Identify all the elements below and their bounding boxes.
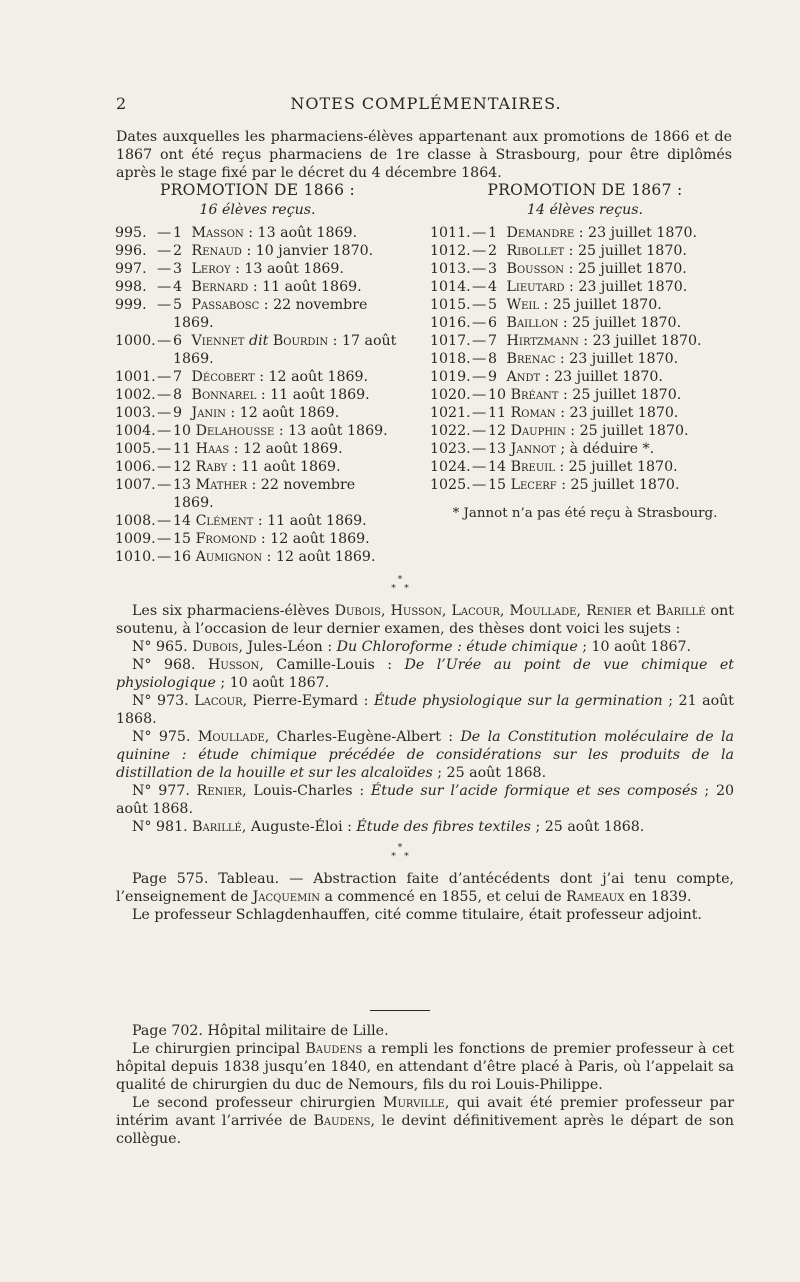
list-item	[115, 476, 400, 512]
register-number: 1010.	[115, 549, 156, 565]
entry-text	[173, 440, 400, 458]
entry-text	[173, 260, 400, 278]
list-item	[115, 368, 400, 386]
entry-text	[173, 512, 400, 530]
list-item	[430, 260, 740, 278]
rank: 5	[173, 297, 183, 313]
reception-date: : 17 août 1869.	[173, 333, 397, 367]
reception-date: : 23 juillet 1870.	[583, 333, 702, 349]
dash-separator: —	[157, 225, 172, 241]
dash-separator: —	[472, 477, 487, 493]
promotion-1867	[430, 180, 740, 521]
reception-date: : 25 juillet 1870.	[568, 243, 687, 259]
entry-text	[173, 530, 400, 548]
thesis-title: Étude sur l’acide formique et ses composés	[370, 783, 698, 799]
rank: 6	[173, 333, 183, 349]
thesis-given-names: , Charles-Eugène-Albert :	[264, 729, 461, 745]
student-name: Breuil	[510, 459, 555, 475]
entry-text	[173, 386, 400, 404]
student-name: Aumignon	[195, 549, 263, 565]
register-number: 1012.	[430, 243, 471, 259]
rank: 13	[488, 441, 507, 457]
rank: 8	[173, 387, 183, 403]
asterism-ornament-2	[380, 844, 420, 862]
entry-text	[488, 278, 740, 296]
register-number: 1002.	[115, 387, 156, 403]
reception-date: : 12 août 1869.	[260, 531, 370, 547]
dit-word: dit	[249, 333, 269, 349]
list-item	[430, 296, 740, 314]
dash-separator: —	[472, 351, 487, 367]
student-name: Jannot	[510, 441, 556, 457]
register-number: 1006.	[115, 459, 156, 475]
reception-date: : 11 août 1869.	[231, 459, 341, 475]
rank: 6	[488, 315, 498, 331]
student-name: Leroy	[191, 261, 231, 277]
section-divider	[370, 1010, 430, 1011]
dash-separator: —	[157, 297, 172, 313]
thesis-date: ; 25 août 1868.	[530, 819, 645, 835]
reception-date: : 25 juillet 1870.	[559, 459, 678, 475]
dash-separator: —	[472, 243, 487, 259]
student-name: Hirtzmann	[506, 333, 579, 349]
note-page-702	[116, 1022, 734, 1148]
rank: 11	[173, 441, 192, 457]
thesis-date: ; 10 août 1867.	[215, 675, 330, 691]
rank: 5	[488, 297, 498, 313]
student-alias: Bourdin	[272, 333, 329, 349]
rank: 4	[173, 279, 183, 295]
register-number: 1025.	[430, 477, 471, 493]
thesis-given-names: , Auguste-Éloi :	[241, 819, 357, 835]
reception-date: : 23 juillet 1870.	[578, 225, 697, 241]
student-name: Dauphin	[510, 423, 566, 439]
entry-text	[173, 458, 400, 476]
register-number: 1022.	[430, 423, 471, 439]
dash-separator: —	[472, 405, 487, 421]
list-item	[115, 332, 400, 368]
register-number: 1009.	[115, 531, 156, 547]
student-name: Roman	[510, 405, 556, 421]
list-item	[430, 386, 740, 404]
dash-separator: —	[157, 333, 172, 349]
student-name: Bernard	[191, 279, 249, 295]
rank: 9	[173, 405, 183, 421]
entry-text	[488, 422, 740, 440]
rank: 1	[173, 225, 183, 241]
asterism-star: *	[397, 843, 403, 853]
reception-date: : 25 juillet 1870.	[568, 261, 687, 277]
promotion-1867-list	[430, 224, 740, 494]
list-item	[115, 224, 400, 242]
rank: 8	[488, 351, 498, 367]
thesis-number: N° 975.	[132, 729, 198, 745]
entry-text	[488, 296, 740, 314]
reception-date: : 23 juillet 1870.	[560, 405, 679, 421]
rank: 12	[173, 459, 192, 475]
dash-separator: —	[157, 549, 172, 565]
list-item	[115, 386, 400, 404]
list-item	[430, 242, 740, 260]
reception-date: : 11 août 1869.	[252, 279, 362, 295]
entry-text	[488, 242, 740, 260]
student-name: Décobert	[191, 369, 255, 385]
page-title: NOTES COMPLÉMENTAIRES.	[290, 94, 562, 113]
list-item	[115, 548, 400, 566]
dash-separator: —	[157, 423, 172, 439]
thesis-title: De la Constitution moléculaire de la quinine : étude chimique précédée de considérations sur les produits de la distillation de la houille et sur les alcaloïdes	[116, 729, 734, 781]
thesis-entry	[116, 728, 734, 782]
thesis-number: N° 965.	[132, 639, 193, 655]
thesis-title: Étude physiologique sur la germination	[373, 693, 663, 709]
note-702-paragraph-2: Le chirurgien principal Baudens a rempli les fonctions de premier professeur à cet hôpital depuis 1838 jusqu’en 1840, en attendant d’être placé à Paris, où l’appelait sa qualité de chirurgien du duc de Nemours, fils du roi Louis-Philippe.	[116, 1041, 734, 1093]
register-number: 1018.	[430, 351, 471, 367]
note-575-paragraph-1: Page 575. Tableau. — Abstraction faite d’antécédents dont j’ai tenu compte, l’enseignement de Jacquemin a commencé en 1855, et celui de Rameaux en 1839.	[116, 871, 734, 905]
entry-text	[173, 242, 400, 260]
register-number: 1014.	[430, 279, 471, 295]
rank: 3	[488, 261, 498, 277]
thesis-author: Moullade	[197, 729, 265, 745]
register-number: 1001.	[115, 369, 156, 385]
register-number: 1005.	[115, 441, 156, 457]
list-item	[115, 278, 400, 296]
promotion-1866-title: PROMOTION DE 1866 :	[159, 181, 355, 199]
rank: 4	[488, 279, 498, 295]
list-item	[430, 458, 740, 476]
reception-date: : 25 juillet 1870.	[570, 423, 689, 439]
student-name: Bonnarel	[191, 387, 257, 403]
register-number: 999.	[115, 297, 147, 313]
student-name: Viennet	[191, 333, 245, 349]
rank: 2	[173, 243, 183, 259]
note-702-paragraph-3: Le second professeur chirurgien Murville, qui avait été premier professeur par intérim avant l’arrivée de Baudens, le devint définitivement après le départ de son collègue.	[116, 1095, 735, 1147]
reception-date: : 12 août 1869.	[230, 405, 340, 421]
entry-text	[488, 350, 740, 368]
thesis-date: ; 20 août 1868.	[116, 783, 734, 817]
list-item	[430, 368, 740, 386]
intro-paragraph: Dates auxquelles les pharmaciens-élèves appartenant aux promotions de 1866 et de 1867 ont été reçus pharmaciens de 1re classe à Strasbourg, pour être diplômés après le stage fixé par le décret du 4 décembre 1864.	[116, 129, 732, 181]
thesis-entry	[116, 818, 734, 836]
running-header	[116, 94, 736, 118]
dash-separator: —	[472, 225, 487, 241]
rank: 10	[488, 387, 507, 403]
entry-text	[488, 458, 740, 476]
student-name: Weil	[506, 297, 539, 313]
theses-intro: Les six pharmaciens-élèves Dubois, Husson, Lacour, Moullade, Renier et Barillé ont soutenu, à l’occasion de leur dernier examen, des thèses dont voici les sujets :	[116, 603, 734, 637]
student-name: Bréant	[510, 387, 559, 403]
list-item	[430, 476, 740, 494]
entry-text	[173, 224, 400, 242]
reception-date: : 13 août 1869.	[278, 423, 388, 439]
student-name: Brenac	[506, 351, 556, 367]
register-number: 1023.	[430, 441, 471, 457]
register-number: 1021.	[430, 405, 471, 421]
student-name: Mather	[195, 477, 247, 493]
dash-separator: —	[472, 369, 487, 385]
list-item	[430, 224, 740, 242]
reception-date: : 10 janvier 1870.	[246, 243, 374, 259]
dash-separator: —	[472, 423, 487, 439]
entry-text	[173, 296, 400, 332]
dash-separator: —	[157, 369, 172, 385]
student-name: Delahousse	[195, 423, 275, 439]
reception-date: : 23 juillet 1870.	[559, 351, 679, 367]
entry-text	[173, 548, 400, 566]
reception-date: : 12 août 1869.	[233, 441, 343, 457]
rank: 15	[173, 531, 192, 547]
thesis-date: ; 21 août 1868.	[116, 693, 734, 727]
rank: 7	[173, 369, 183, 385]
dash-separator: —	[472, 297, 487, 313]
register-number: 1017.	[430, 333, 471, 349]
entry-text	[488, 314, 740, 332]
student-name: Ribollet	[506, 243, 565, 259]
thesis-entry	[116, 782, 734, 818]
list-item	[115, 422, 400, 440]
thesis-author: Husson	[208, 657, 260, 673]
register-number: 1013.	[430, 261, 471, 277]
thesis-title: Du Chloroforme : étude chimique	[336, 639, 578, 655]
entry-text	[488, 476, 740, 494]
asterism-stars-pair: * *	[391, 852, 409, 862]
list-item	[430, 422, 740, 440]
dash-separator: —	[157, 531, 172, 547]
thesis-title: Étude des fibres textiles	[356, 819, 531, 835]
rank: 11	[488, 405, 507, 421]
entry-text	[173, 476, 400, 512]
list-item	[115, 296, 400, 332]
register-number: 1015.	[430, 297, 471, 313]
list-item	[115, 458, 400, 476]
reception-date: : 12 août 1869.	[259, 369, 369, 385]
dash-separator: —	[157, 477, 172, 493]
dash-separator: —	[157, 261, 172, 277]
thesis-author: Dubois	[192, 639, 239, 655]
thesis-given-names: , Pierre-Eymard :	[242, 693, 374, 709]
thesis-number: N° 977.	[132, 783, 197, 799]
reception-date: : 25 juillet 1870.	[543, 297, 662, 313]
thesis-entry	[116, 692, 734, 728]
dash-separator: —	[472, 333, 487, 349]
rank: 14	[488, 459, 507, 475]
rank: 7	[488, 333, 498, 349]
dash-separator: —	[472, 459, 487, 475]
thesis-entry	[116, 656, 734, 692]
promotion-1866-subtitle: 16 élèves reçus.	[199, 202, 316, 218]
dash-separator: —	[157, 513, 172, 529]
list-item	[115, 512, 400, 530]
rank: 12	[488, 423, 507, 439]
dash-separator: —	[472, 315, 487, 331]
student-name: Janin	[191, 405, 226, 421]
student-name: Fromond	[195, 531, 257, 547]
reception-date: : 25 juillet 1870.	[562, 315, 682, 331]
asterism-stars-pair: * *	[391, 584, 409, 594]
student-name: Demandre	[506, 225, 575, 241]
register-number: 996.	[115, 243, 147, 259]
reception-date: : 25 juillet 1870.	[561, 477, 680, 493]
register-number: 1020.	[430, 387, 471, 403]
reception-date: : 13 août 1869.	[248, 225, 358, 241]
rank: 14	[173, 513, 192, 529]
student-name: Haas	[195, 441, 230, 457]
register-number: 1000.	[115, 333, 156, 349]
register-number: 1019.	[430, 369, 471, 385]
entry-text	[488, 368, 740, 386]
student-name: Baillon	[506, 315, 559, 331]
thesis-author: Barillé	[192, 819, 242, 835]
student-name: Lieutard	[506, 279, 565, 295]
reception-date: : 22 novembre 1869.	[173, 297, 368, 331]
student-name: Bousson	[506, 261, 565, 277]
entry-text	[488, 404, 740, 422]
dash-separator: —	[157, 405, 172, 421]
asterism-star: *	[397, 575, 403, 585]
entry-text	[488, 224, 740, 242]
list-item	[430, 404, 740, 422]
register-number: 1008.	[115, 513, 156, 529]
note-page-575	[116, 870, 734, 924]
rank: 3	[173, 261, 183, 277]
list-item	[430, 314, 740, 332]
entry-text	[488, 386, 740, 404]
reception-date: : 22 novembre 1869.	[173, 477, 356, 511]
rank: 16	[173, 549, 192, 565]
register-number: 995.	[115, 225, 147, 241]
thesis-given-names: , Camille-Louis :	[259, 657, 405, 673]
dash-separator: —	[472, 441, 487, 457]
dash-separator: —	[157, 459, 172, 475]
register-number: 1024.	[430, 459, 471, 475]
rank: 13	[173, 477, 192, 493]
page-number: 2	[116, 94, 127, 113]
reception-date: : 25 juillet 1870.	[563, 387, 682, 403]
register-number: 1004.	[115, 423, 156, 439]
student-name: Andt	[506, 369, 541, 385]
entry-text	[488, 440, 740, 458]
rank: 15	[488, 477, 507, 493]
student-name: Raby	[195, 459, 228, 475]
thesis-date: ; 10 août 1867.	[577, 639, 692, 655]
promotion-1867-subtitle: 14 élèves reçus.	[526, 202, 644, 218]
register-number: 1016.	[430, 315, 471, 331]
register-number: 1011.	[430, 225, 471, 241]
thesis-author: Lacour	[194, 693, 243, 709]
rank: 9	[488, 369, 498, 385]
note-702-paragraph-1: Page 702. Hôpital militaire de Lille.	[132, 1023, 389, 1039]
list-item	[430, 332, 740, 350]
dash-separator: —	[472, 279, 487, 295]
rank: 2	[488, 243, 498, 259]
dash-separator: —	[472, 261, 487, 277]
entry-text	[173, 404, 400, 422]
list-item	[115, 242, 400, 260]
theses-list	[116, 638, 734, 836]
thesis-entry	[116, 638, 734, 656]
dash-separator: —	[157, 387, 172, 403]
note-575-paragraph-2: Le professeur Schlagdenhauffen, cité comme titulaire, était professeur adjoint.	[132, 907, 702, 923]
reception-date: : 11 août 1869.	[260, 387, 370, 403]
thesis-date: ; 25 août 1868.	[432, 765, 547, 781]
list-item	[430, 278, 740, 296]
list-item	[430, 440, 740, 458]
student-name: Masson	[191, 225, 244, 241]
student-name: Renaud	[191, 243, 242, 259]
reception-date: ; à déduire *.	[560, 441, 655, 457]
entry-text	[173, 368, 400, 386]
thesis-author: Renier	[196, 783, 243, 799]
footnote: * Jannot n’a pas été reçu à Strasbourg.	[452, 506, 718, 521]
theses-section	[116, 602, 734, 836]
list-item	[115, 260, 400, 278]
reception-date: : 11 août 1869.	[257, 513, 367, 529]
entry-text	[173, 332, 400, 368]
student-name: Lecerf	[510, 477, 557, 493]
reception-date: : 13 août 1869.	[235, 261, 344, 277]
reception-date: : 23 juillet 1870.	[544, 369, 663, 385]
promotion-1867-title: PROMOTION DE 1867 :	[487, 181, 683, 199]
thesis-title: De l’Urée au point de vue chimique et physiologique	[116, 657, 735, 691]
dash-separator: —	[157, 243, 172, 259]
entry-text	[488, 332, 740, 350]
thesis-given-names: , Jules-Léon :	[238, 639, 337, 655]
list-item	[115, 530, 400, 548]
dash-separator: —	[157, 279, 172, 295]
thesis-given-names: , Louis-Charles :	[242, 783, 371, 799]
asterism-ornament-1	[380, 576, 420, 594]
rank: 10	[173, 423, 192, 439]
list-item	[115, 440, 400, 458]
list-item	[115, 404, 400, 422]
register-number: 1003.	[115, 405, 156, 421]
promotion-1866-list	[115, 224, 400, 566]
list-item	[430, 350, 740, 368]
thesis-number: N° 968.	[132, 657, 209, 673]
reception-date: : 12 août 1869.	[266, 549, 376, 565]
reception-date: : 23 juillet 1870.	[569, 279, 688, 295]
dash-separator: —	[157, 441, 172, 457]
promotion-1866	[115, 180, 400, 566]
student-name: Clément	[195, 513, 254, 529]
dash-separator: —	[472, 387, 487, 403]
register-number: 997.	[115, 261, 147, 277]
register-number: 998.	[115, 279, 147, 295]
entry-text	[173, 422, 400, 440]
student-name: Passabosc	[191, 297, 260, 313]
entry-text	[488, 260, 740, 278]
rank: 1	[488, 225, 498, 241]
entry-text	[173, 278, 400, 296]
thesis-number: N° 981.	[132, 819, 193, 835]
register-number: 1007.	[115, 477, 156, 493]
thesis-number: N° 973.	[132, 693, 195, 709]
